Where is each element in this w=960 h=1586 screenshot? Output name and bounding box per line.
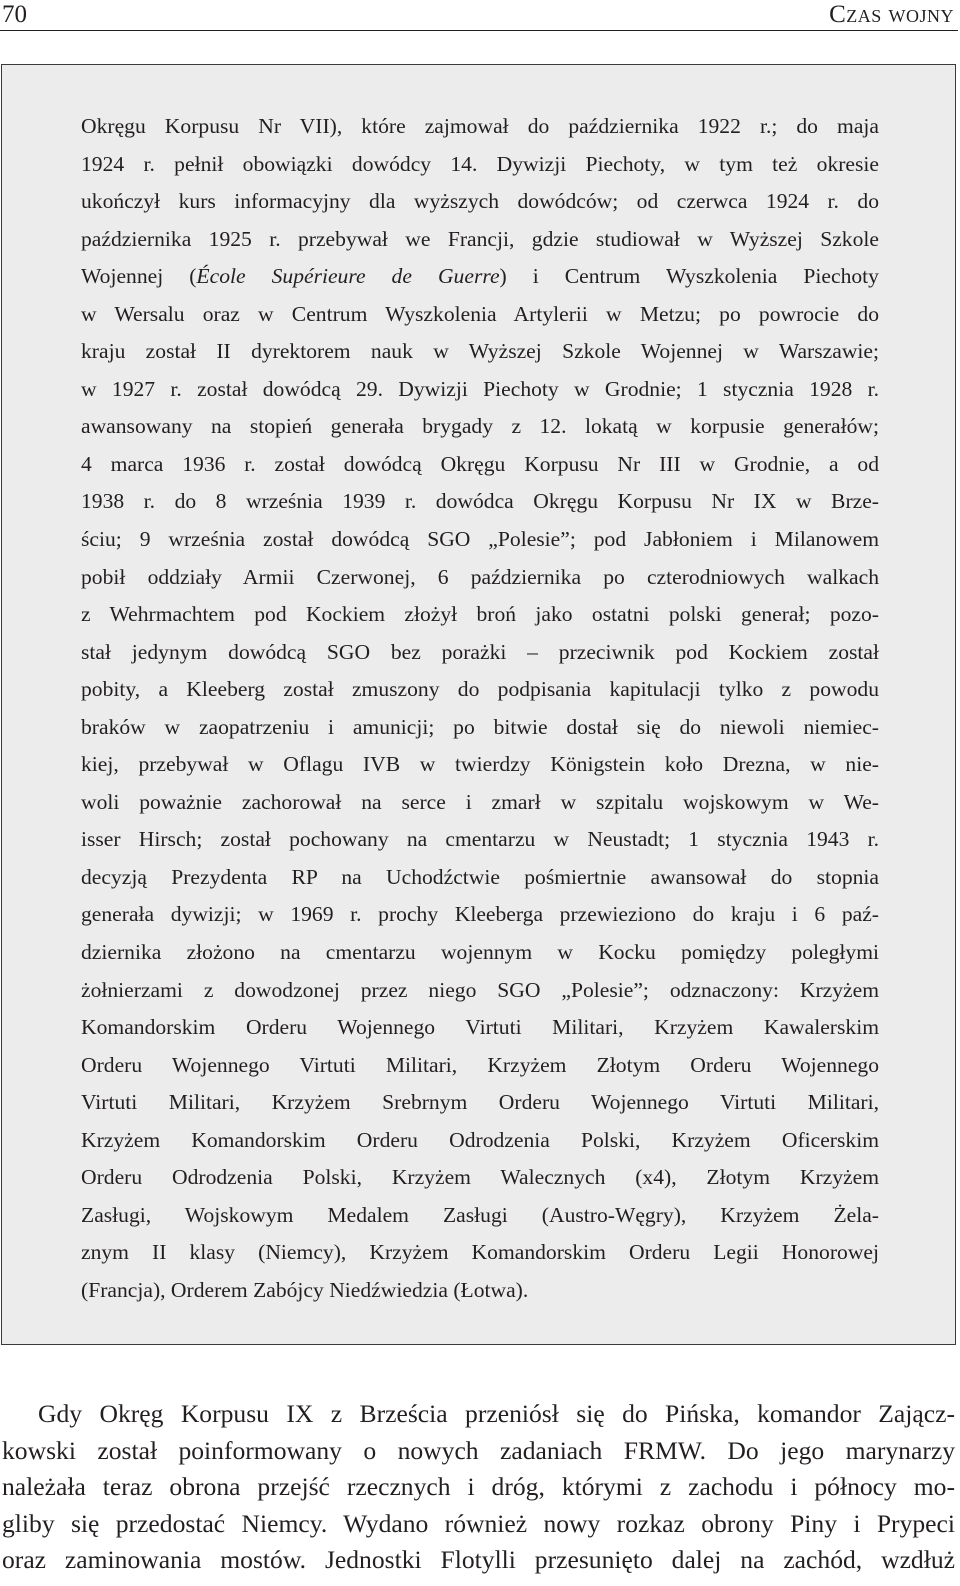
biography-line [81,634,879,672]
biography-line-text: woli poważnie zachorował na serce i zmarł w szpitalu wojskowym w We- [81,789,879,814]
biography-line-text: w Wersalu oraz w Centrum Wyszkolenia Artylerii w Metzu; po powrocie do [81,301,879,326]
biography-line [81,709,879,747]
biography-line [81,1234,879,1272]
biography-line [81,333,879,371]
biography-line-text: Zasługi, Wojskowym Medalem Zasługi (Austro-Węgry), Krzyżem Żela- [81,1202,879,1227]
paragraph-line: Gdy Okręg Korpusu IX z Brześcia przeniósł się do Pińska, komandor Zającz- [38,1399,955,1428]
biography-line [81,559,879,597]
biography-line [81,408,879,446]
biography-line [81,746,879,784]
biography-line [81,859,879,897]
biography-line-text: Wojennej ( [81,264,197,289]
biography-line [81,1009,879,1047]
biography-line-text: ukończył kurs informacyjny dla wyższych dowódców; od czerwca 1924 r. do [81,189,879,214]
biography-line [81,183,879,221]
biography-line-text: Orderu Odrodzenia Polski, Krzyżem Walecznych (x4), Złotym Krzyżem [81,1165,879,1190]
biography-line-text: generała dywizji; w 1969 r. prochy Kleeberga przewieziono do kraju i 6 paź- [81,902,879,927]
biography-line [81,1197,879,1235]
biography-line [81,258,879,296]
biography-line [81,1084,879,1122]
biography-line-text: awansowany na stopień generała brygady z 12. lokatą w korpusie generałów; [81,414,879,439]
biography-line [81,521,879,559]
paragraph-line: gliby się przedostać Niemcy. Wydano również nowy rozkaz obrony Piny i Prypeci [2,1508,955,1538]
biography-line [81,596,879,634]
biography-line [81,221,879,259]
biography-line [81,296,879,334]
biography-line [81,671,879,709]
biography-line [81,821,879,859]
biography-line [81,483,879,521]
biography-line-text: Orderu Wojennego Virtuti Militari, Krzyżem Złotym Orderu Wojennego [81,1052,879,1077]
paragraph-line: oraz zaminowania mostów. Jednostki Flotylli przesunięto dalej na zachód, wzdłuż [2,1545,955,1574]
biography-line-text: decyzją Prezydenta RP na Uchodźctwie pośmiertnie awansował do stopnia [81,864,879,889]
biography-line-text: kraju został II dyrektorem nauk w Wyższej Szkole Wojennej w Warszawie; [81,339,879,364]
biography-line [81,1047,879,1085]
biography-line-text: 1938 r. do 8 września 1939 r. dowódca Okręgu Korpusu Nr IX w Brze- [81,489,879,514]
biography-line [81,972,879,1010]
biography-line [81,896,879,934]
biography-line-text: Krzyżem Komandorskim Orderu Odrodzenia Polski, Krzyżem Oficerskim [81,1127,879,1152]
biography-line-text: żołnierzami z dowodzonej przez niego SGO „Polesie”; odznaczony: Krzyżem [81,977,879,1002]
biography-text [81,108,879,1310]
biography-line [81,108,879,146]
biography-line-text: 4 marca 1936 r. został dowódcą Okręgu Korpusu Nr III w Grodnie, a od [81,451,879,476]
biography-line-text: Okręgu Korpusu Nr VII), które zajmował do października 1922 r.; do maja [81,114,879,138]
biography-line [81,784,879,822]
page-number: 70 [2,1,27,28]
biography-line [81,371,879,409]
biography-line-text: stał jedynym dowódcą SGO bez porażki – przeciwnik pod Kockiem został [81,639,879,664]
paragraph-line: kowski został poinformowany o nowych zadaniach FRMW. Do jego marynarzy [2,1435,955,1465]
biography-line-text: Komandorskim Orderu Wojennego Virtuti Militari, Krzyżem Kawalerskim [81,1015,879,1040]
body-text [2,1396,955,1579]
biography-line [81,146,879,184]
biography-line-text: pobity, a Kleeberg został zmuszony do podpisania kapitulacji tylko z powodu [81,677,879,702]
biography-line-text: pobił oddziały Armii Czerwonej, 6 października po czterodniowych walkach [81,564,879,589]
biography-line-text: ) i Centrum Wyszkolenia Piechoty [499,264,879,289]
biography-line-italic: École Supérieure de Guerre [196,264,500,289]
biography-line-text: isser Hirsch; został pochowany na cmentarzu w Neustadt; 1 stycznia 1943 r. [81,827,879,852]
paragraph-line: należała teraz obrona przejść rzecznych i dróg, którymi z zachodu i północy mo- [2,1472,955,1501]
running-head [0,0,958,31]
biography-line [81,1159,879,1197]
biography-line-text: w 1927 r. został dowódcą 29. Dywizji Piechoty w Grodnie; 1 stycznia 1928 r. [81,376,879,401]
biography-line-text: braków w zaopatrzeniu i amunicji; po bitwie dostał się do niewoli niemiec- [81,714,879,739]
biography-line-text: (Francja), Orderem Zabójcy Niedźwiedzia (Łotwa). [81,1277,529,1302]
biography-line-text: października 1925 r. przebywał we Francji, gdzie studiował w Wyższej Szkole [81,226,879,251]
biography-line [81,1272,879,1310]
biography-line-text: ściu; 9 września został dowódcą SGO „Polesie”; pod Jabłoniem i Milanowem [81,527,879,552]
biography-line [81,1122,879,1160]
biography-line-text: kiej, przebywał w Oflagu IVB w twierdzy Königstein koło Drezna, w nie- [81,752,879,777]
running-title: Czas wojny [829,1,954,28]
biography-line [81,446,879,484]
biography-line [81,934,879,972]
biography-line-text: z Wehrmachtem pod Kockiem złożył broń jako ostatni polski generał; pozo- [81,602,879,627]
biography-line-text: znym II klasy (Niemcy), Krzyżem Komandorskim Orderu Legii Honorowej [81,1240,879,1265]
biography-line-text: 1924 r. pełnił obowiązki dowódcy 14. Dywizji Piechoty, w tym też okresie [81,151,879,176]
biography-line-text: dziernika złożono na cmentarzu wojennym w Kocku pomiędzy poległymi [81,940,879,965]
biography-line-text: Virtuti Militari, Krzyżem Srebrnym Orderu Wojennego Virtuti Militari, [81,1090,879,1115]
